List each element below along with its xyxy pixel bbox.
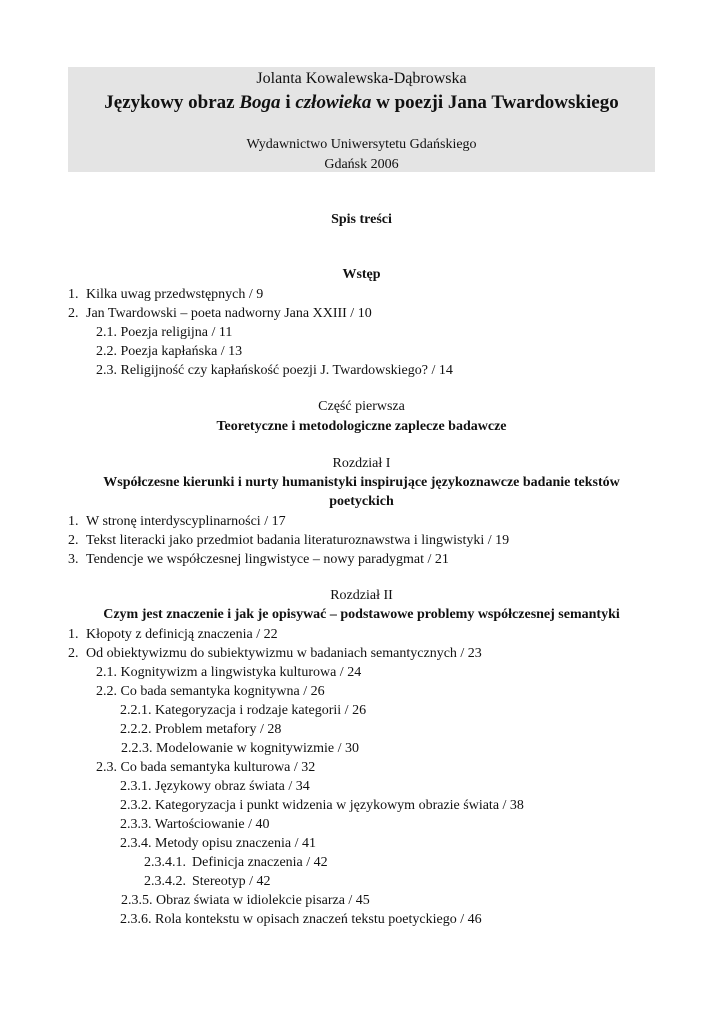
part1-title: Teoretyczne i metodologiczne zaplecze badawcze bbox=[216, 419, 507, 434]
part1-label: Część pierwsza bbox=[318, 399, 405, 414]
place-year: Gdańsk 2006 bbox=[324, 157, 399, 172]
chapter1-title: Współczesne kierunki i nurty humanistyki inspirujące językoznawcze badanie tekstów bbox=[103, 475, 620, 490]
toc-item: 3. Tendencje we współczesnej lingwistyce – nowy paradygmat / 21 bbox=[68, 552, 449, 567]
toc-item: 2.3.1. Językowy obraz świata / 34 bbox=[120, 779, 310, 794]
toc-item: 1. Kłopoty z definicją znaczenia / 22 bbox=[68, 627, 278, 642]
author: Jolanta Kowalewska-Dąbrowska bbox=[256, 70, 467, 87]
toc-item: 2.3.2. Kategoryzacja i punkt widzenia w językowym obrazie świata / 38 bbox=[120, 798, 524, 813]
toc-item: 2.2.1. Kategoryzacja i rodzaje kategorii / 26 bbox=[120, 703, 367, 718]
toc-item: 2.2. Co bada semantyka kognitywna / 26 bbox=[96, 684, 325, 699]
toc-title: Spis treści bbox=[331, 212, 392, 227]
toc-item: 2. Jan Twardowski – poeta nadworny Jana XXIII / 10 bbox=[68, 306, 372, 321]
publisher: Wydawnictwo Uniwersytetu Gdańskiego bbox=[246, 137, 477, 152]
toc-item: 2.3.4. Metody opisu znaczenia / 41 bbox=[120, 836, 316, 851]
toc-item: 2.2.2. Problem metafory / 28 bbox=[120, 722, 282, 737]
chapter1-label: Rozdział I bbox=[332, 456, 391, 471]
toc-item: 2.3.6. Rola kontekstu w opisach znaczeń tekstu poetyckiego / 46 bbox=[120, 912, 482, 927]
toc-item: 2. Od obiektywizmu do subiektywizmu w badaniach semantycznych / 23 bbox=[68, 646, 482, 661]
toc-item: 2.3.4.1. Definicja znaczenia / 42 bbox=[144, 855, 328, 870]
toc-item: 2.2.3. Modelowanie w kognitywizmie / 30 bbox=[121, 741, 359, 756]
toc-item: 2. Tekst literacki jako przedmiot badania literaturoznawstwa i lingwistyki / 19 bbox=[68, 533, 510, 548]
toc-item: 1. Kilka uwag przedwstępnych / 9 bbox=[68, 287, 264, 302]
chapter2-title: Czym jest znaczenie i jak je opisywać – podstawowe problemy współczesnej semantyki bbox=[103, 607, 620, 622]
toc-item: 2.3.4.2. Stereotyp / 42 bbox=[144, 874, 271, 889]
chapter1-title-cont: poetyckich bbox=[329, 494, 394, 509]
chapter2-label: Rozdział II bbox=[330, 588, 393, 603]
toc-item: 1. W stronę interdyscyplinarności / 17 bbox=[68, 514, 286, 529]
toc-item: 2.3.5. Obraz świata w idiolekcie pisarza / 45 bbox=[121, 893, 370, 908]
toc-item: 2.3.3. Wartościowanie / 40 bbox=[120, 817, 270, 832]
wstep-heading: Wstęp bbox=[342, 267, 381, 282]
toc-item: 2.2. Poezja kapłańska / 13 bbox=[96, 344, 243, 359]
toc-item: 2.3. Religijność czy kapłańskość poezji J. Twardowskiego? / 14 bbox=[96, 363, 453, 378]
toc-item: 2.1. Poezja religijna / 11 bbox=[96, 325, 233, 340]
toc-item: 2.3. Co bada semantyka kulturowa / 32 bbox=[96, 760, 316, 775]
toc-item: 2.1. Kognitywizm a lingwistyka kulturowa / 24 bbox=[96, 665, 362, 680]
book-title: Językowy obraz Boga i człowieka w poezji Jana Twardowskiego bbox=[104, 92, 619, 113]
